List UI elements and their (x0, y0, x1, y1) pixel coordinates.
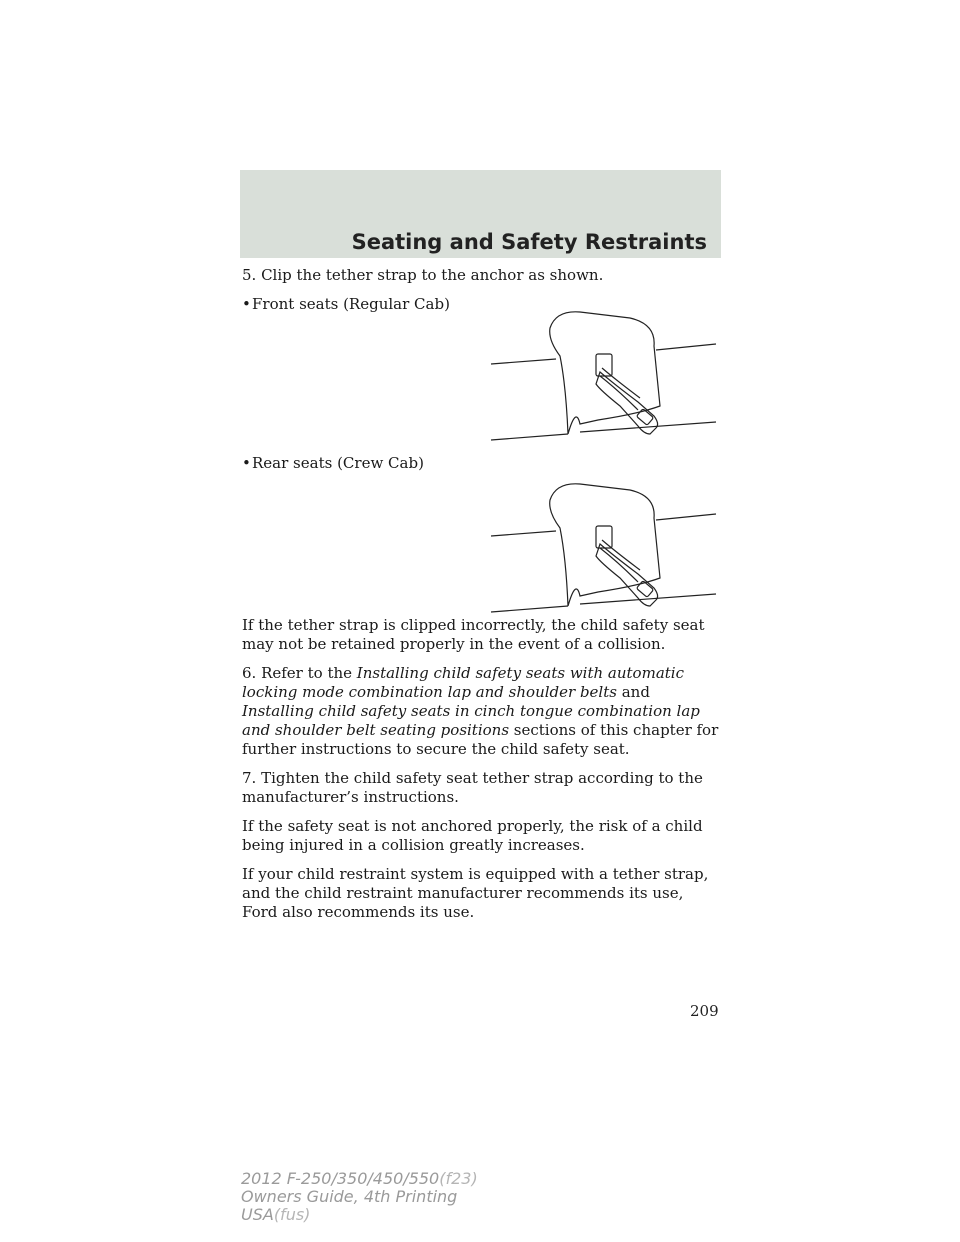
footer-line-guide: Owners Guide, 4th Printing (241, 1187, 458, 1206)
step-6-ref-2: Installing child safety seats in cinch tongue combination lap and shoulder belt seating positions (242, 702, 700, 739)
tether-recommend-text: If your child restraint system is equipped with a tether strap, and the child restraint manufacturer recommends its use, Ford also recommends its use. (242, 865, 709, 921)
rear-seat-anchor-illustration (488, 478, 718, 618)
step-5: 5. Clip the tether strap to the anchor as shown. (242, 266, 604, 284)
step-6: 6. Refer to the Installing child safety seats with automatic locking mode combination lap and shoulder belts and Installing child safety seats in cinch tongue combination lap and shoulder belt seating positions sections of this chapter for further instructions to secure the child safety seat. (242, 664, 719, 758)
section-header-band (240, 170, 721, 258)
footer-line-model: 2012 F-250/350/450/550(f23) (241, 1169, 478, 1188)
bullet-rear-seats (242, 454, 722, 473)
warning-clip-text: If the tether strap is clipped incorrectly, the child safety seat may not be retained properly in the event of a collision. (242, 616, 705, 653)
footer-line-region: USA(fus) (241, 1205, 311, 1224)
bullet-rear-label: Rear seats (Crew Cab) (252, 454, 424, 472)
bullet-dot: • (242, 454, 251, 472)
footer-print-info (241, 1170, 478, 1224)
step-6-ref-1: Installing child safety seats with automatic locking mode combination lap and shoulder belts (242, 664, 684, 701)
step-7: 7. Tighten the child safety seat tether strap according to the manufacturer’s instructions. (242, 769, 703, 806)
bullet-front-label: Front seats (Regular Cab) (252, 295, 450, 313)
page-number: 209 (690, 1002, 719, 1020)
section-title: Seating and Safety Restraints (351, 230, 707, 254)
front-seat-anchor-illustration (488, 306, 718, 446)
bullet-dot: • (242, 295, 251, 313)
anchor-risk-text: If the safety seat is not anchored properly, the risk of a child being injured in a collision greatly increases. (242, 817, 703, 854)
